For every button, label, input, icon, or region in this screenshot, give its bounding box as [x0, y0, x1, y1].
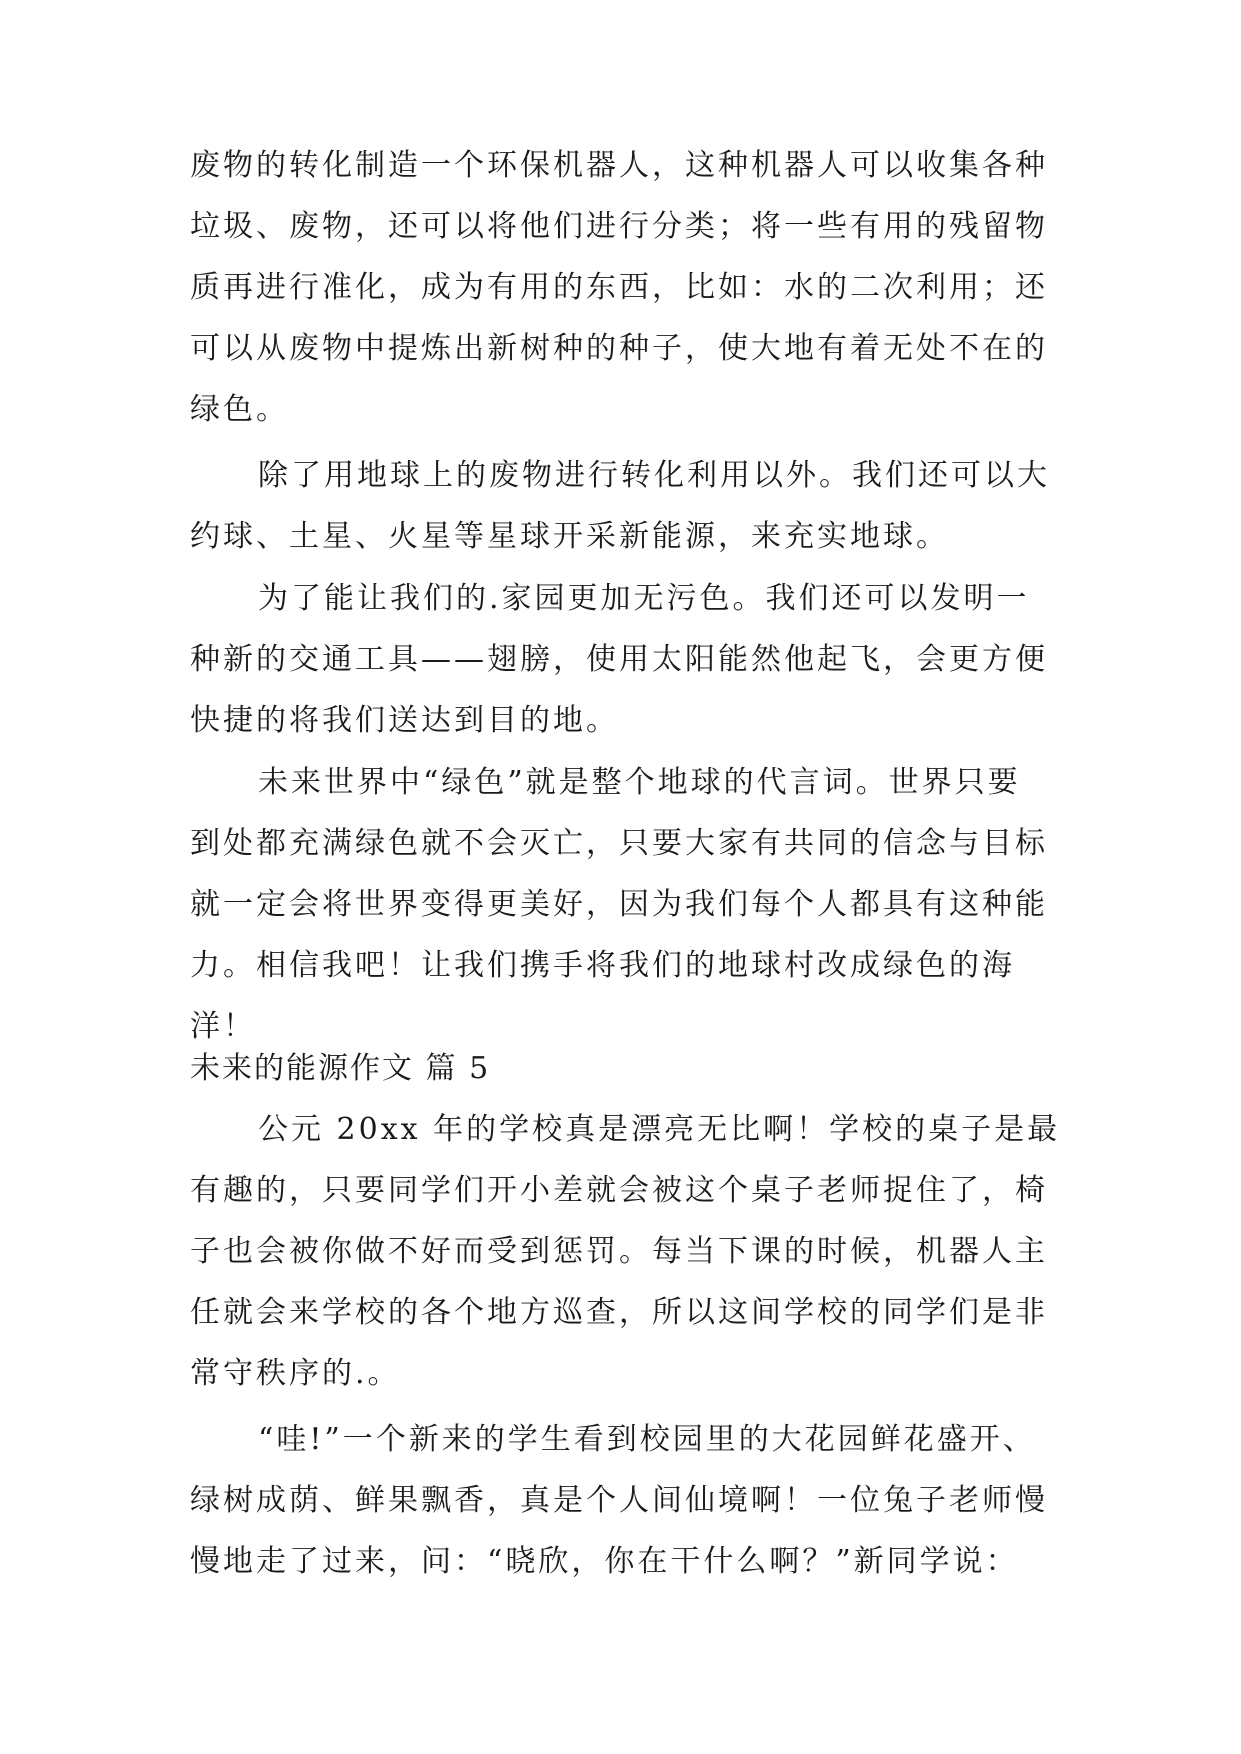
text-line: 慢地走了过来，问：“晓欣，你在干什么啊？”新同学说：	[190, 1544, 1019, 1579]
text-line: 约球、土星、火星等星球开采新能源，来充实地球。	[190, 519, 949, 554]
paragraph-3	[190, 568, 1050, 751]
paragraph-4	[190, 752, 1050, 1057]
text-line: 子也会被你做不好而受到惩罚。每当下课的时候，机器人主	[190, 1234, 1048, 1269]
text-line: 质再进行准化，成为有用的东西，比如：水的二次利用；还	[190, 270, 1048, 305]
text-line: 为了能让我们的.家园更加无污色。我们还可以发明一	[258, 581, 1030, 616]
text-line: 常守秩序的.。	[190, 1356, 401, 1391]
paragraph-2	[190, 445, 1050, 567]
text-line: 力。相信我吧！让我们携手将我们的地球村改成绿色的海	[190, 948, 1015, 983]
text-line: 绿色。	[190, 392, 289, 427]
text-line: 种新的交通工具——翅膀，使用太阳能然他起飞，会更方便	[190, 642, 1048, 677]
paragraph-5	[190, 1099, 1061, 1404]
text-line: 洋！	[190, 1009, 256, 1044]
text-line: 绿树成荫、鲜果飘香，真是个人间仙境啊！一位兔子老师慢	[190, 1483, 1048, 1518]
text-line: 快捷的将我们送达到目的地。	[190, 703, 619, 738]
section-heading	[190, 1038, 1050, 1099]
text-line: 公元 20xx 年的学校真是漂亮无比啊！学校的桌子是最	[258, 1112, 1061, 1147]
section-heading-text: 未来的能源作文 篇 5	[190, 1051, 491, 1086]
text-line: 到处都充满绿色就不会灭亡，只要大家有共同的信念与目标	[190, 826, 1048, 861]
text-line: “哇!”一个新来的学生看到校园里的大花园鲜花盛开、	[258, 1422, 1036, 1457]
text-line: 废物的转化制造一个环保机器人，这种机器人可以收集各种	[190, 148, 1048, 183]
text-line: 可以从废物中提炼出新树种的种子，使大地有着无处不在的	[190, 331, 1048, 366]
paragraph-6	[190, 1409, 1050, 1592]
text-line: 有趣的，只要同学们开小差就会被这个桌子老师捉住了，椅	[190, 1173, 1048, 1208]
text-line: 除了用地球上的废物进行转化利用以外。我们还可以大	[258, 458, 1050, 493]
text-line: 未来世界中“绿色”就是整个地球的代言词。世界只要	[258, 765, 1021, 800]
text-line: 任就会来学校的各个地方巡查，所以这间学校的同学们是非	[190, 1295, 1048, 1330]
text-line: 垃圾、废物，还可以将他们进行分类；将一些有用的残留物	[190, 209, 1048, 244]
paragraph-1	[190, 135, 1050, 440]
text-line: 就一定会将世界变得更美好，因为我们每个人都具有这种能	[190, 887, 1048, 922]
